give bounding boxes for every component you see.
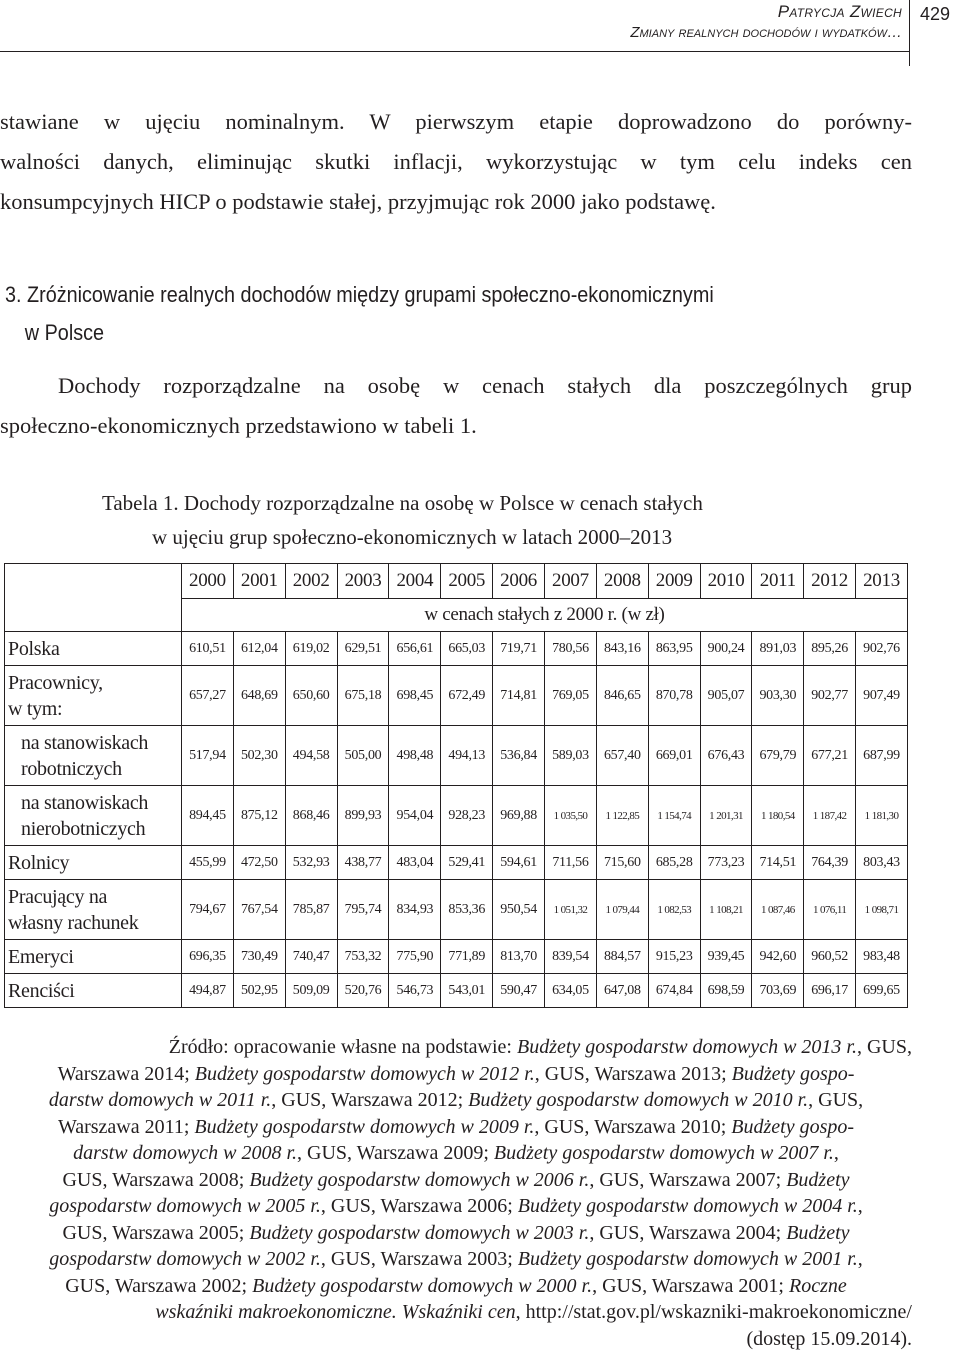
source-segment: Źródło: opracowanie własne na podstawie: <box>169 1036 517 1058</box>
value-cell: 529,41 <box>441 846 493 880</box>
row-label-line: Emeryci <box>8 946 74 968</box>
row-label-line: robotniczych <box>21 758 122 780</box>
source-segment: Budżety gospo- <box>731 1116 854 1138</box>
table-row <box>5 974 908 1008</box>
value-cell: 676,43 <box>700 726 752 786</box>
income-table <box>4 563 908 1008</box>
value-cell: 669,01 <box>648 726 700 786</box>
row-label-line: nierobotniczych <box>21 818 145 840</box>
running-header <box>0 0 960 70</box>
value-cell: 455,99 <box>182 846 234 880</box>
value-cell: 1 154,74 <box>648 786 700 846</box>
value-cell: 1 122,85 <box>596 786 648 846</box>
intro-line: walności danych, eliminując skutki inflacji, wykorzystując w tym celu indeks cen <box>0 142 912 182</box>
value-cell: 843,16 <box>596 632 648 666</box>
value-cell: 834,93 <box>389 880 441 940</box>
source-segment: Budżety gospodarstw domowych w 2009 r. <box>194 1116 534 1138</box>
source-line <box>0 1140 912 1167</box>
source-segment: wskaźniki makroekonomiczne. Wskaźniki cen <box>155 1301 515 1323</box>
source-line <box>0 1114 912 1141</box>
header-author: Patrycja Zwiech <box>778 2 902 22</box>
value-cell: 1 201,31 <box>700 786 752 846</box>
row-label-line: Pracownicy, <box>8 672 103 694</box>
source-line <box>0 1273 912 1300</box>
value-cell: 773,23 <box>700 846 752 880</box>
value-cell: 543,01 <box>441 974 493 1008</box>
value-cell: 698,59 <box>700 974 752 1008</box>
value-cell: 719,71 <box>493 632 545 666</box>
source-segment: (dostęp 15.09.2014). <box>746 1328 912 1350</box>
value-cell: 1 035,50 <box>545 786 597 846</box>
value-cell: 546,73 <box>389 974 441 1008</box>
source-segment: , GUS, Warszawa 2007; <box>589 1169 786 1191</box>
value-cell: 870,78 <box>648 666 700 726</box>
section-heading-line2: w Polsce <box>5 314 815 352</box>
row-label <box>5 974 182 1008</box>
value-cell: 483,04 <box>389 846 441 880</box>
value-cell: 536,84 <box>493 726 545 786</box>
value-cell: 590,47 <box>493 974 545 1008</box>
value-cell: 775,90 <box>389 940 441 974</box>
table-caption <box>102 486 902 554</box>
value-cell: 730,49 <box>233 940 285 974</box>
source-segment: GUS, Warszawa 2002; <box>65 1275 252 1297</box>
year-header-cell: 2007 <box>545 564 597 599</box>
source-segment: , GUS, Warszawa 2001; <box>592 1275 789 1297</box>
value-cell: 899,93 <box>337 786 389 846</box>
source-line <box>0 1220 912 1247</box>
table-row <box>5 726 908 786</box>
row-label-line: własny rachunek <box>8 912 138 934</box>
source-segment: Budżety gospodarstw domowych w 2001 r. <box>518 1248 858 1270</box>
value-cell: 438,77 <box>337 846 389 880</box>
value-cell: 498,48 <box>389 726 441 786</box>
value-cell: 891,03 <box>752 632 804 666</box>
row-label-line: Polska <box>8 638 60 660</box>
value-cell: 674,84 <box>648 974 700 1008</box>
value-cell: 839,54 <box>545 940 597 974</box>
source-segment: Budżety gospodarstw domowych w 2013 r. <box>517 1036 857 1058</box>
source-segment: Budżety gospodarstw domowych w 2003 r. <box>249 1222 589 1244</box>
value-cell: 672,49 <box>441 666 493 726</box>
value-cell: 895,26 <box>804 632 856 666</box>
section-heading-line1: 3. Zróżnicowanie realnych dochodów między grupami społeczno-ekonomicznymi <box>5 276 815 314</box>
value-cell: 903,30 <box>752 666 804 726</box>
value-cell: 675,18 <box>337 666 389 726</box>
year-header-cell: 2002 <box>285 564 337 599</box>
value-cell: 657,40 <box>596 726 648 786</box>
row-label-line: na stanowiskach <box>21 732 148 754</box>
value-cell: 648,69 <box>233 666 285 726</box>
header-subtitle: Zmiany realnych dochodów i wydatków… <box>630 24 902 41</box>
value-cell: 942,60 <box>752 940 804 974</box>
row-label <box>5 726 182 786</box>
value-cell: 785,87 <box>285 880 337 940</box>
value-cell: 1 082,53 <box>648 880 700 940</box>
value-cell: 960,52 <box>804 940 856 974</box>
source-line <box>0 1299 912 1326</box>
source-line <box>0 1087 912 1114</box>
value-cell: 853,36 <box>441 880 493 940</box>
row-label-line: na stanowiskach <box>21 792 148 814</box>
year-header-cell: 2011 <box>752 564 804 599</box>
source-line <box>0 1061 912 1088</box>
row-label <box>5 846 182 880</box>
value-cell: 795,74 <box>337 880 389 940</box>
page-number: 429 <box>920 4 950 25</box>
value-cell: 687,99 <box>856 726 908 786</box>
value-cell: 902,76 <box>856 632 908 666</box>
value-cell: 634,05 <box>545 974 597 1008</box>
intro-paragraph <box>0 102 912 222</box>
value-cell: 677,21 <box>804 726 856 786</box>
table-caption-line1: Tabela 1. Dochody rozporządzalne na osobę w Polsce w cenach stałych <box>102 486 902 520</box>
year-header-cell: 2005 <box>441 564 493 599</box>
source-segment: Warszawa 2014; <box>58 1063 195 1085</box>
value-cell: 698,45 <box>389 666 441 726</box>
value-cell: 771,89 <box>441 940 493 974</box>
value-cell: 711,56 <box>545 846 597 880</box>
source-segment: , GUS, Warszawa 2003; <box>321 1248 518 1270</box>
year-header-cell: 2001 <box>233 564 285 599</box>
row-label-line: Renciści <box>8 980 74 1002</box>
value-cell: 907,49 <box>856 666 908 726</box>
value-cell: 846,65 <box>596 666 648 726</box>
table-row <box>5 666 908 726</box>
value-cell: 900,24 <box>700 632 752 666</box>
table-caption-line2: w ujęciu grup społeczno-ekonomicznych w latach 2000–2013 <box>102 520 902 554</box>
row-label <box>5 880 182 940</box>
value-cell: 780,56 <box>545 632 597 666</box>
row-label <box>5 666 182 726</box>
year-header-cell: 2000 <box>182 564 234 599</box>
source-segment: , GUS, Warszawa 2013; <box>535 1063 732 1085</box>
value-cell: 1 098,71 <box>856 880 908 940</box>
source-segment: Budżety <box>786 1169 849 1191</box>
value-cell: 1 087,46 <box>752 880 804 940</box>
body-line2: społeczno-ekonomicznych przedstawiono w tabeli 1. <box>0 406 912 446</box>
source-segment: Budżety gospo- <box>732 1063 855 1085</box>
value-cell: 813,70 <box>493 940 545 974</box>
value-cell: 954,04 <box>389 786 441 846</box>
source-segment: Roczne <box>789 1275 847 1297</box>
value-cell: 764,39 <box>804 846 856 880</box>
source-line <box>0 1034 912 1061</box>
row-label <box>5 786 182 846</box>
value-cell: 679,79 <box>752 726 804 786</box>
source-segment: , <box>858 1195 863 1217</box>
source-segment: , GUS, Warszawa 2010; <box>534 1116 731 1138</box>
value-cell: 610,51 <box>182 632 234 666</box>
value-cell: 619,02 <box>285 632 337 666</box>
value-cell: 969,88 <box>493 786 545 846</box>
header-divider <box>909 0 910 66</box>
source-line <box>0 1167 912 1194</box>
value-cell: 1 076,11 <box>804 880 856 940</box>
table-header-row <box>5 564 908 599</box>
source-segment: Budżety gospodarstw domowych w 2010 r. <box>468 1089 808 1111</box>
value-cell: 983,48 <box>856 940 908 974</box>
table-corner-cell <box>5 564 182 632</box>
source-line <box>0 1326 912 1352</box>
value-cell: 589,03 <box>545 726 597 786</box>
source-line <box>0 1246 912 1273</box>
value-cell: 703,69 <box>752 974 804 1008</box>
row-label <box>5 940 182 974</box>
source-segment: Budżety gospodarstw domowych w 2000 r. <box>252 1275 592 1297</box>
year-header-cell: 2012 <box>804 564 856 599</box>
value-cell: 769,05 <box>545 666 597 726</box>
value-cell: 1 051,32 <box>545 880 597 940</box>
section-heading <box>5 276 815 352</box>
source-segment: Budżety gospodarstw domowych w 2007 r. <box>494 1142 834 1164</box>
value-cell: 665,03 <box>441 632 493 666</box>
value-cell: 696,35 <box>182 940 234 974</box>
year-header-cell: 2004 <box>389 564 441 599</box>
table-row <box>5 632 908 666</box>
value-cell: 939,45 <box>700 940 752 974</box>
value-cell: 657,27 <box>182 666 234 726</box>
value-cell: 594,61 <box>493 846 545 880</box>
source-note <box>0 1034 912 1352</box>
value-cell: 520,76 <box>337 974 389 1008</box>
value-cell: 753,32 <box>337 940 389 974</box>
source-segment: Warszawa 2011; <box>58 1116 194 1138</box>
source-segment: , GUS, Warszawa 2009; <box>297 1142 494 1164</box>
value-cell: 868,46 <box>285 786 337 846</box>
value-cell: 863,95 <box>648 632 700 666</box>
value-cell: 794,67 <box>182 880 234 940</box>
value-cell: 740,47 <box>285 940 337 974</box>
year-header-cell: 2010 <box>700 564 752 599</box>
year-header-cell: 2003 <box>337 564 389 599</box>
value-cell: 714,81 <box>493 666 545 726</box>
table-row <box>5 880 908 940</box>
table-row <box>5 940 908 974</box>
year-header-cell: 2006 <box>493 564 545 599</box>
value-cell: 803,43 <box>856 846 908 880</box>
source-segment: gospodarstw domowych w 2005 r. <box>49 1195 321 1217</box>
source-segment: Budżety gospodarstw domowych w 2004 r. <box>518 1195 858 1217</box>
source-segment: , http://stat.gov.pl/wskazniki-makroekonomiczne/ <box>516 1301 912 1323</box>
intro-line: konsumpcyjnych HICP o podstawie stałej, przyjmując rok 2000 jako podstawę. <box>0 182 912 222</box>
table-row <box>5 786 908 846</box>
table-row <box>5 846 908 880</box>
value-cell: 647,08 <box>596 974 648 1008</box>
value-cell: 715,60 <box>596 846 648 880</box>
value-cell: 629,51 <box>337 632 389 666</box>
value-cell: 894,45 <box>182 786 234 846</box>
source-segment: , GUS, Warszawa 2004; <box>589 1222 786 1244</box>
source-segment: , <box>858 1248 863 1270</box>
value-cell: 1 181,30 <box>856 786 908 846</box>
value-cell: 696,17 <box>804 974 856 1008</box>
value-cell: 1 108,21 <box>700 880 752 940</box>
source-segment: GUS, Warszawa 2008; <box>62 1169 249 1191</box>
value-cell: 915,23 <box>648 940 700 974</box>
row-label-line: Rolnicy <box>8 852 69 874</box>
value-cell: 612,04 <box>233 632 285 666</box>
unit-cell: w cenach stałych z 2000 r. (w zł) <box>182 599 908 632</box>
header-rule <box>0 51 909 52</box>
source-segment: darstw domowych w 2011 r. <box>49 1089 271 1111</box>
value-cell: 884,57 <box>596 940 648 974</box>
intro-line: stawiane w ujęciu nominalnym. W pierwszym etapie doprowadzono do porówny- <box>0 102 912 142</box>
value-cell: 472,50 <box>233 846 285 880</box>
source-segment: , <box>834 1142 839 1164</box>
value-cell: 875,12 <box>233 786 285 846</box>
row-label-line: Pracujący na <box>8 886 107 908</box>
value-cell: 902,77 <box>804 666 856 726</box>
value-cell: 699,65 <box>856 974 908 1008</box>
source-segment: GUS, Warszawa 2005; <box>62 1222 249 1244</box>
source-segment: gospodarstw domowych w 2002 r. <box>49 1248 321 1270</box>
source-segment: Budżety gospodarstw domowych w 2006 r. <box>249 1169 589 1191</box>
value-cell: 685,28 <box>648 846 700 880</box>
value-cell: 1 079,44 <box>596 880 648 940</box>
source-segment: , GUS, <box>857 1036 912 1058</box>
value-cell: 502,95 <box>233 974 285 1008</box>
year-header-cell: 2008 <box>596 564 648 599</box>
body-paragraph <box>0 366 912 446</box>
value-cell: 656,61 <box>389 632 441 666</box>
value-cell: 494,58 <box>285 726 337 786</box>
value-cell: 509,09 <box>285 974 337 1008</box>
source-segment: , GUS, Warszawa 2006; <box>321 1195 518 1217</box>
value-cell: 650,60 <box>285 666 337 726</box>
year-header-cell: 2009 <box>648 564 700 599</box>
value-cell: 905,07 <box>700 666 752 726</box>
year-header-cell: 2013 <box>856 564 908 599</box>
value-cell: 517,94 <box>182 726 234 786</box>
source-segment: Budżety gospodarstw domowych w 2012 r. <box>195 1063 535 1085</box>
body-line1: Dochody rozporządzalne na osobę w cenach stałych dla poszczególnych grup <box>0 366 912 406</box>
value-cell: 494,87 <box>182 974 234 1008</box>
value-cell: 767,54 <box>233 880 285 940</box>
source-segment: darstw domowych w 2008 r. <box>73 1142 297 1164</box>
source-line <box>0 1193 912 1220</box>
value-cell: 1 187,42 <box>804 786 856 846</box>
value-cell: 502,30 <box>233 726 285 786</box>
source-segment: Budżety <box>786 1222 849 1244</box>
value-cell: 494,13 <box>441 726 493 786</box>
value-cell: 1 180,54 <box>752 786 804 846</box>
source-segment: , GUS, <box>808 1089 863 1111</box>
row-label <box>5 632 182 666</box>
value-cell: 928,23 <box>441 786 493 846</box>
value-cell: 714,51 <box>752 846 804 880</box>
row-label-line: w tym: <box>8 698 62 720</box>
value-cell: 950,54 <box>493 880 545 940</box>
value-cell: 505,00 <box>337 726 389 786</box>
value-cell: 532,93 <box>285 846 337 880</box>
source-segment: , GUS, Warszawa 2012; <box>271 1089 468 1111</box>
